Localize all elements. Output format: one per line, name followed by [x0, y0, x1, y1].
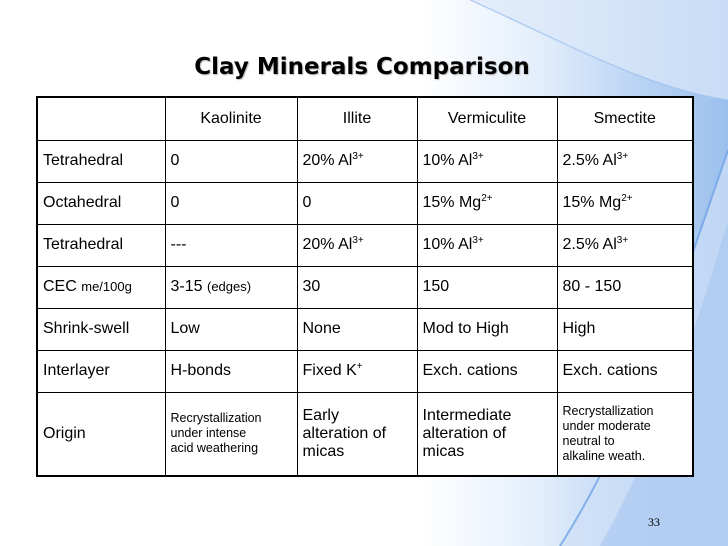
- cell-vermiculite: Mod to High: [417, 308, 557, 350]
- cell-vermiculite: [417, 140, 557, 182]
- cell-smectite: [557, 392, 693, 476]
- cell-sup: 3+: [472, 151, 484, 162]
- cell-illite: [297, 350, 417, 392]
- cell-illite: [297, 392, 417, 476]
- cell-vermiculite: [417, 182, 557, 224]
- cell-vermiculite: [417, 224, 557, 266]
- cell-kaolinite: Low: [165, 308, 297, 350]
- cell-smectite: 80 - 150: [557, 266, 693, 308]
- cell-sup: 3+: [352, 151, 364, 162]
- slide-title-text: Clay Minerals Comparison: [194, 54, 530, 80]
- cell-note: (edges): [206, 279, 252, 294]
- cell-kaolinite: 0: [165, 182, 297, 224]
- cell-unit: me/100g: [81, 279, 132, 294]
- header-cell-vermiculite: Vermiculite: [417, 97, 557, 140]
- cell-line: Recrystallization: [562, 403, 654, 418]
- cell-sup: 2+: [621, 193, 633, 204]
- cell-line: Intermediate: [422, 406, 512, 424]
- cell-illite: 30: [297, 266, 417, 308]
- header-cell-kaolinite: Kaolinite: [165, 97, 297, 140]
- table-row: [37, 350, 693, 392]
- row-label: Origin: [37, 392, 165, 476]
- table-row: [37, 140, 693, 182]
- cell-text: 10% Al: [422, 236, 473, 253]
- cell-kaolinite: [165, 392, 297, 476]
- row-label: [37, 266, 165, 308]
- cell-text: 10% Al: [422, 152, 473, 169]
- cell-kaolinite: ---: [165, 224, 297, 266]
- table-row: [37, 224, 693, 266]
- cell-text: 15% Mg: [422, 194, 482, 211]
- cell-sup: 3+: [616, 151, 629, 162]
- cell-text: 3-15: [170, 278, 203, 295]
- cell-line: alkaline weath.: [562, 448, 646, 463]
- cell-sup: 3+: [472, 235, 484, 246]
- cell-sup: +: [356, 361, 363, 372]
- cell-illite: [297, 224, 417, 266]
- cell-illite: [297, 140, 417, 182]
- cell-line: acid weathering: [170, 441, 259, 456]
- cell-kaolinite: H-bonds: [165, 350, 297, 392]
- cell-text: 2.5% Al: [562, 236, 617, 253]
- row-label: Tetrahedral: [37, 224, 165, 266]
- cell-sup: 3+: [352, 235, 364, 246]
- cell-illite: 0: [297, 182, 417, 224]
- cell-sup: 2+: [481, 193, 493, 204]
- cell-line: micas: [302, 442, 345, 460]
- cell-line: neutral to: [562, 433, 615, 448]
- cell-line: micas: [422, 442, 465, 460]
- cell-line: alteration of: [422, 424, 507, 442]
- cell-text: 20% Al: [302, 152, 353, 169]
- cell-sup: 3+: [616, 235, 629, 246]
- slide-title: [0, 54, 728, 90]
- cell-vermiculite: [417, 392, 557, 476]
- cell-text: CEC: [43, 278, 77, 295]
- row-label: Octahedral: [37, 182, 165, 224]
- cell-text: 15% Mg: [562, 194, 622, 211]
- cell-smectite: [557, 140, 693, 182]
- cell-vermiculite: 150: [417, 266, 557, 308]
- cell-text: 20% Al: [302, 236, 353, 253]
- cell-text: Fixed K: [302, 362, 357, 379]
- cell-smectite: High: [557, 308, 693, 350]
- header-cell-smectite: Smectite: [557, 97, 693, 140]
- cell-kaolinite: 0: [165, 140, 297, 182]
- row-label: Interlayer: [37, 350, 165, 392]
- row-label: Tetrahedral: [37, 140, 165, 182]
- cell-illite: None: [297, 308, 417, 350]
- clay-minerals-table: [36, 96, 694, 477]
- row-label: Shrink-swell: [37, 308, 165, 350]
- cell-line: under intense: [170, 426, 247, 441]
- table-row: [37, 266, 693, 308]
- header-cell-blank: [37, 97, 165, 140]
- table-row: [37, 182, 693, 224]
- cell-line: alteration of: [302, 424, 387, 442]
- cell-smectite: Exch. cations: [557, 350, 693, 392]
- header-cell-illite: Illite: [297, 97, 417, 140]
- table-row: [37, 392, 693, 476]
- cell-line: Early: [302, 406, 339, 424]
- cell-kaolinite: [165, 266, 297, 308]
- table-row: [37, 308, 693, 350]
- cell-smectite: [557, 224, 693, 266]
- table-header-row: [37, 97, 693, 140]
- cell-text: 2.5% Al: [562, 152, 617, 169]
- cell-line: Recrystallization: [170, 411, 262, 426]
- page-number: 33: [648, 515, 660, 529]
- cell-vermiculite: Exch. cations: [417, 350, 557, 392]
- cell-line: under moderate: [562, 418, 651, 433]
- cell-smectite: [557, 182, 693, 224]
